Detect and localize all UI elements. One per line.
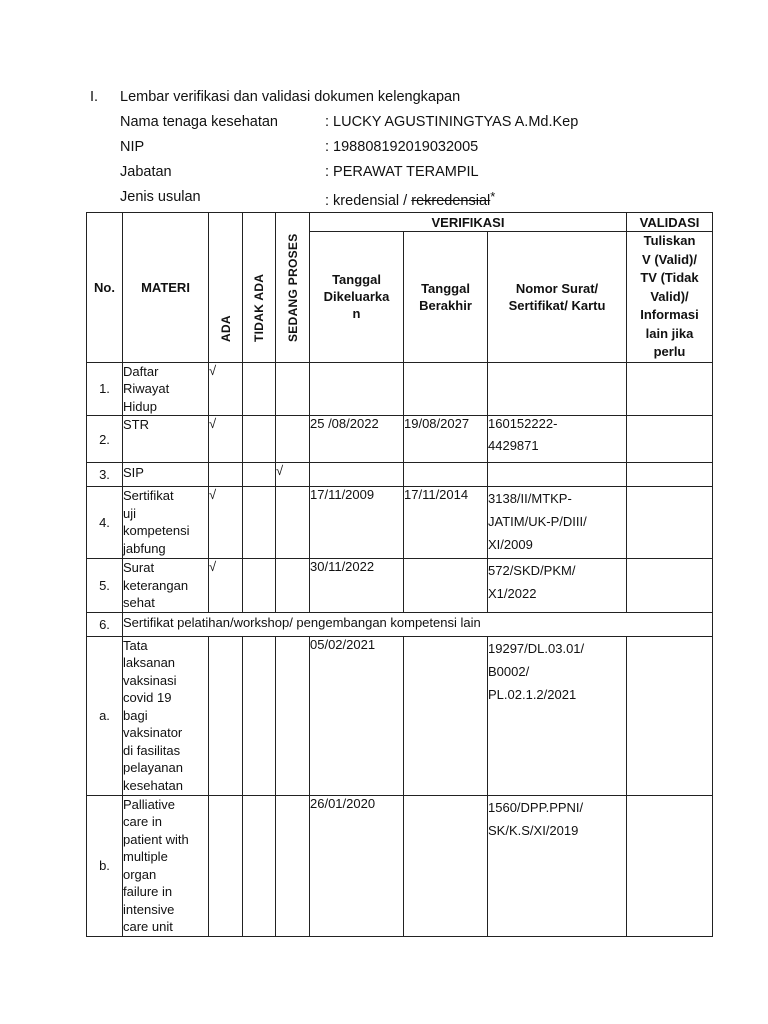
check-sedang-proses: √ (276, 463, 310, 487)
table-row (87, 795, 713, 936)
cell-ada (209, 463, 243, 487)
cell-sedang-proses (276, 416, 310, 463)
table-row (87, 636, 713, 795)
row-materi: Palliative care in patient with multiple organ failure in intensive care unit (123, 795, 209, 936)
col-header-tidak-ada: TIDAK ADA (243, 213, 276, 363)
row-number: a. (87, 636, 123, 795)
cell-tanggal-dikeluarkan: 25 /08/2022 (310, 416, 404, 463)
row-materi: STR (123, 416, 209, 463)
table-row (87, 416, 713, 463)
cell-nomor-surat (488, 463, 627, 487)
check-ada: √ (209, 416, 243, 463)
section-row (87, 612, 713, 636)
cell-tidak-ada (243, 362, 276, 416)
col-header-tanggal-dikeluarkan: Tanggal Dikeluarka n (310, 232, 404, 363)
verification-table (86, 212, 713, 937)
cell-validasi (627, 559, 713, 613)
cell-nomor-surat (488, 362, 627, 416)
cell-sedang-proses (276, 795, 310, 936)
jenis-rekredensial-struck: rekredensial (411, 193, 491, 209)
row-number: 5. (87, 559, 123, 613)
cell-tidak-ada (243, 795, 276, 936)
cell-nomor-surat: 160152222- 4429871 (488, 416, 627, 463)
cell-tanggal-berakhir (404, 463, 488, 487)
table-row (87, 362, 713, 416)
row-number: 1. (87, 362, 123, 416)
cell-sedang-proses (276, 362, 310, 416)
row-number: 3. (87, 463, 123, 487)
col-header-tanggal-berakhir: Tanggal Berakhir (404, 232, 488, 363)
cell-tidak-ada (243, 463, 276, 487)
cell-validasi (627, 362, 713, 416)
row-number: 2. (87, 416, 123, 463)
cell-tanggal-berakhir (404, 636, 488, 795)
check-ada: √ (209, 487, 243, 559)
cell-tanggal-berakhir (404, 362, 488, 416)
cell-tanggal-dikeluarkan (310, 362, 404, 416)
row-materi: SIP (123, 463, 209, 487)
cell-tanggal-berakhir (404, 795, 488, 936)
table-row (87, 463, 713, 487)
col-header-sedang-proses: SEDANG PROSES (276, 213, 310, 363)
table-row (87, 487, 713, 559)
cell-tanggal-dikeluarkan: 05/02/2021 (310, 636, 404, 795)
cell-tanggal-berakhir (404, 559, 488, 613)
section-6-title: Sertifikat pelatihan/workshop/ pengembangan kompetensi lain (123, 612, 713, 636)
jenis-kredensial: : kredensial / (325, 193, 412, 209)
cell-validasi (627, 795, 713, 936)
field-value-jenis-usulan (325, 188, 495, 210)
asterisk-note: * (490, 189, 496, 204)
row-materi: Sertifikat uji kompetensi jabfung (123, 487, 209, 559)
cell-tidak-ada (243, 559, 276, 613)
cell-tidak-ada (243, 416, 276, 463)
cell-tidak-ada (243, 636, 276, 795)
row-number: b. (87, 795, 123, 936)
col-header-materi: MATERI (123, 213, 209, 363)
field-label-jabatan: Jabatan (120, 164, 172, 180)
cell-tanggal-berakhir: 19/08/2027 (404, 416, 488, 463)
row-materi: Daftar Riwayat Hidup (123, 362, 209, 416)
section-number: I. (90, 89, 99, 105)
check-ada: √ (209, 362, 243, 416)
row-materi: Tata laksanan vaksinasi covid 19 bagi vaksinator di fasilitas pelayanan kesehatan (123, 636, 209, 795)
cell-nomor-surat: 19297/DL.03.01/ B0002/ PL.02.1.2/2021 (488, 636, 627, 795)
field-value-nama: : LUCKY AGUSTININGTYAS A.Md.Kep (325, 114, 579, 130)
cell-ada (209, 636, 243, 795)
table-row (87, 559, 713, 613)
field-label-nip: NIP (120, 139, 145, 155)
cell-tanggal-berakhir: 17/11/2014 (404, 487, 488, 559)
cell-validasi (627, 416, 713, 463)
cell-validasi (627, 636, 713, 795)
cell-tanggal-dikeluarkan (310, 463, 404, 487)
cell-validasi (627, 463, 713, 487)
cell-nomor-surat: 3138/II/MTKP- JATIM/UK-P/DIII/ XI/2009 (488, 487, 627, 559)
field-value-nip: : 198808192019032005 (325, 139, 479, 155)
cell-validasi (627, 487, 713, 559)
col-header-verifikasi: VERIFIKASI (310, 213, 627, 232)
cell-tanggal-dikeluarkan: 30/11/2022 (310, 559, 404, 613)
field-label-nama: Nama tenaga kesehatan (120, 114, 278, 130)
cell-sedang-proses (276, 487, 310, 559)
header-row-1 (87, 213, 713, 232)
field-label-jenis-usulan: Jenis usulan (120, 189, 201, 205)
section-title: Lembar verifikasi dan validasi dokumen kelengkapan (120, 89, 461, 105)
field-value-jabatan: : PERAWAT TERAMPIL (325, 164, 479, 180)
row-materi: Surat keterangan sehat (123, 559, 209, 613)
row-number: 6. (87, 612, 123, 636)
row-number: 4. (87, 487, 123, 559)
cell-tanggal-dikeluarkan: 17/11/2009 (310, 487, 404, 559)
col-header-nomor-surat: Nomor Surat/ Sertifikat/ Kartu (488, 232, 627, 363)
cell-tanggal-dikeluarkan: 26/01/2020 (310, 795, 404, 936)
cell-tidak-ada (243, 487, 276, 559)
cell-sedang-proses (276, 559, 310, 613)
cell-ada (209, 795, 243, 936)
col-header-no: No. (87, 213, 123, 363)
col-header-ada: ADA (209, 213, 243, 363)
check-ada: √ (209, 559, 243, 613)
col-header-tuliskan: Tuliskan V (Valid)/ TV (Tidak Valid)/ Informasi lain jika perlu (627, 232, 713, 363)
cell-nomor-surat: 572/SKD/PKM/ X1/2022 (488, 559, 627, 613)
col-header-validasi: VALIDASI (627, 213, 713, 232)
cell-sedang-proses (276, 636, 310, 795)
cell-nomor-surat: 1560/DPP.PPNI/ SK/K.S/XI/2019 (488, 795, 627, 936)
